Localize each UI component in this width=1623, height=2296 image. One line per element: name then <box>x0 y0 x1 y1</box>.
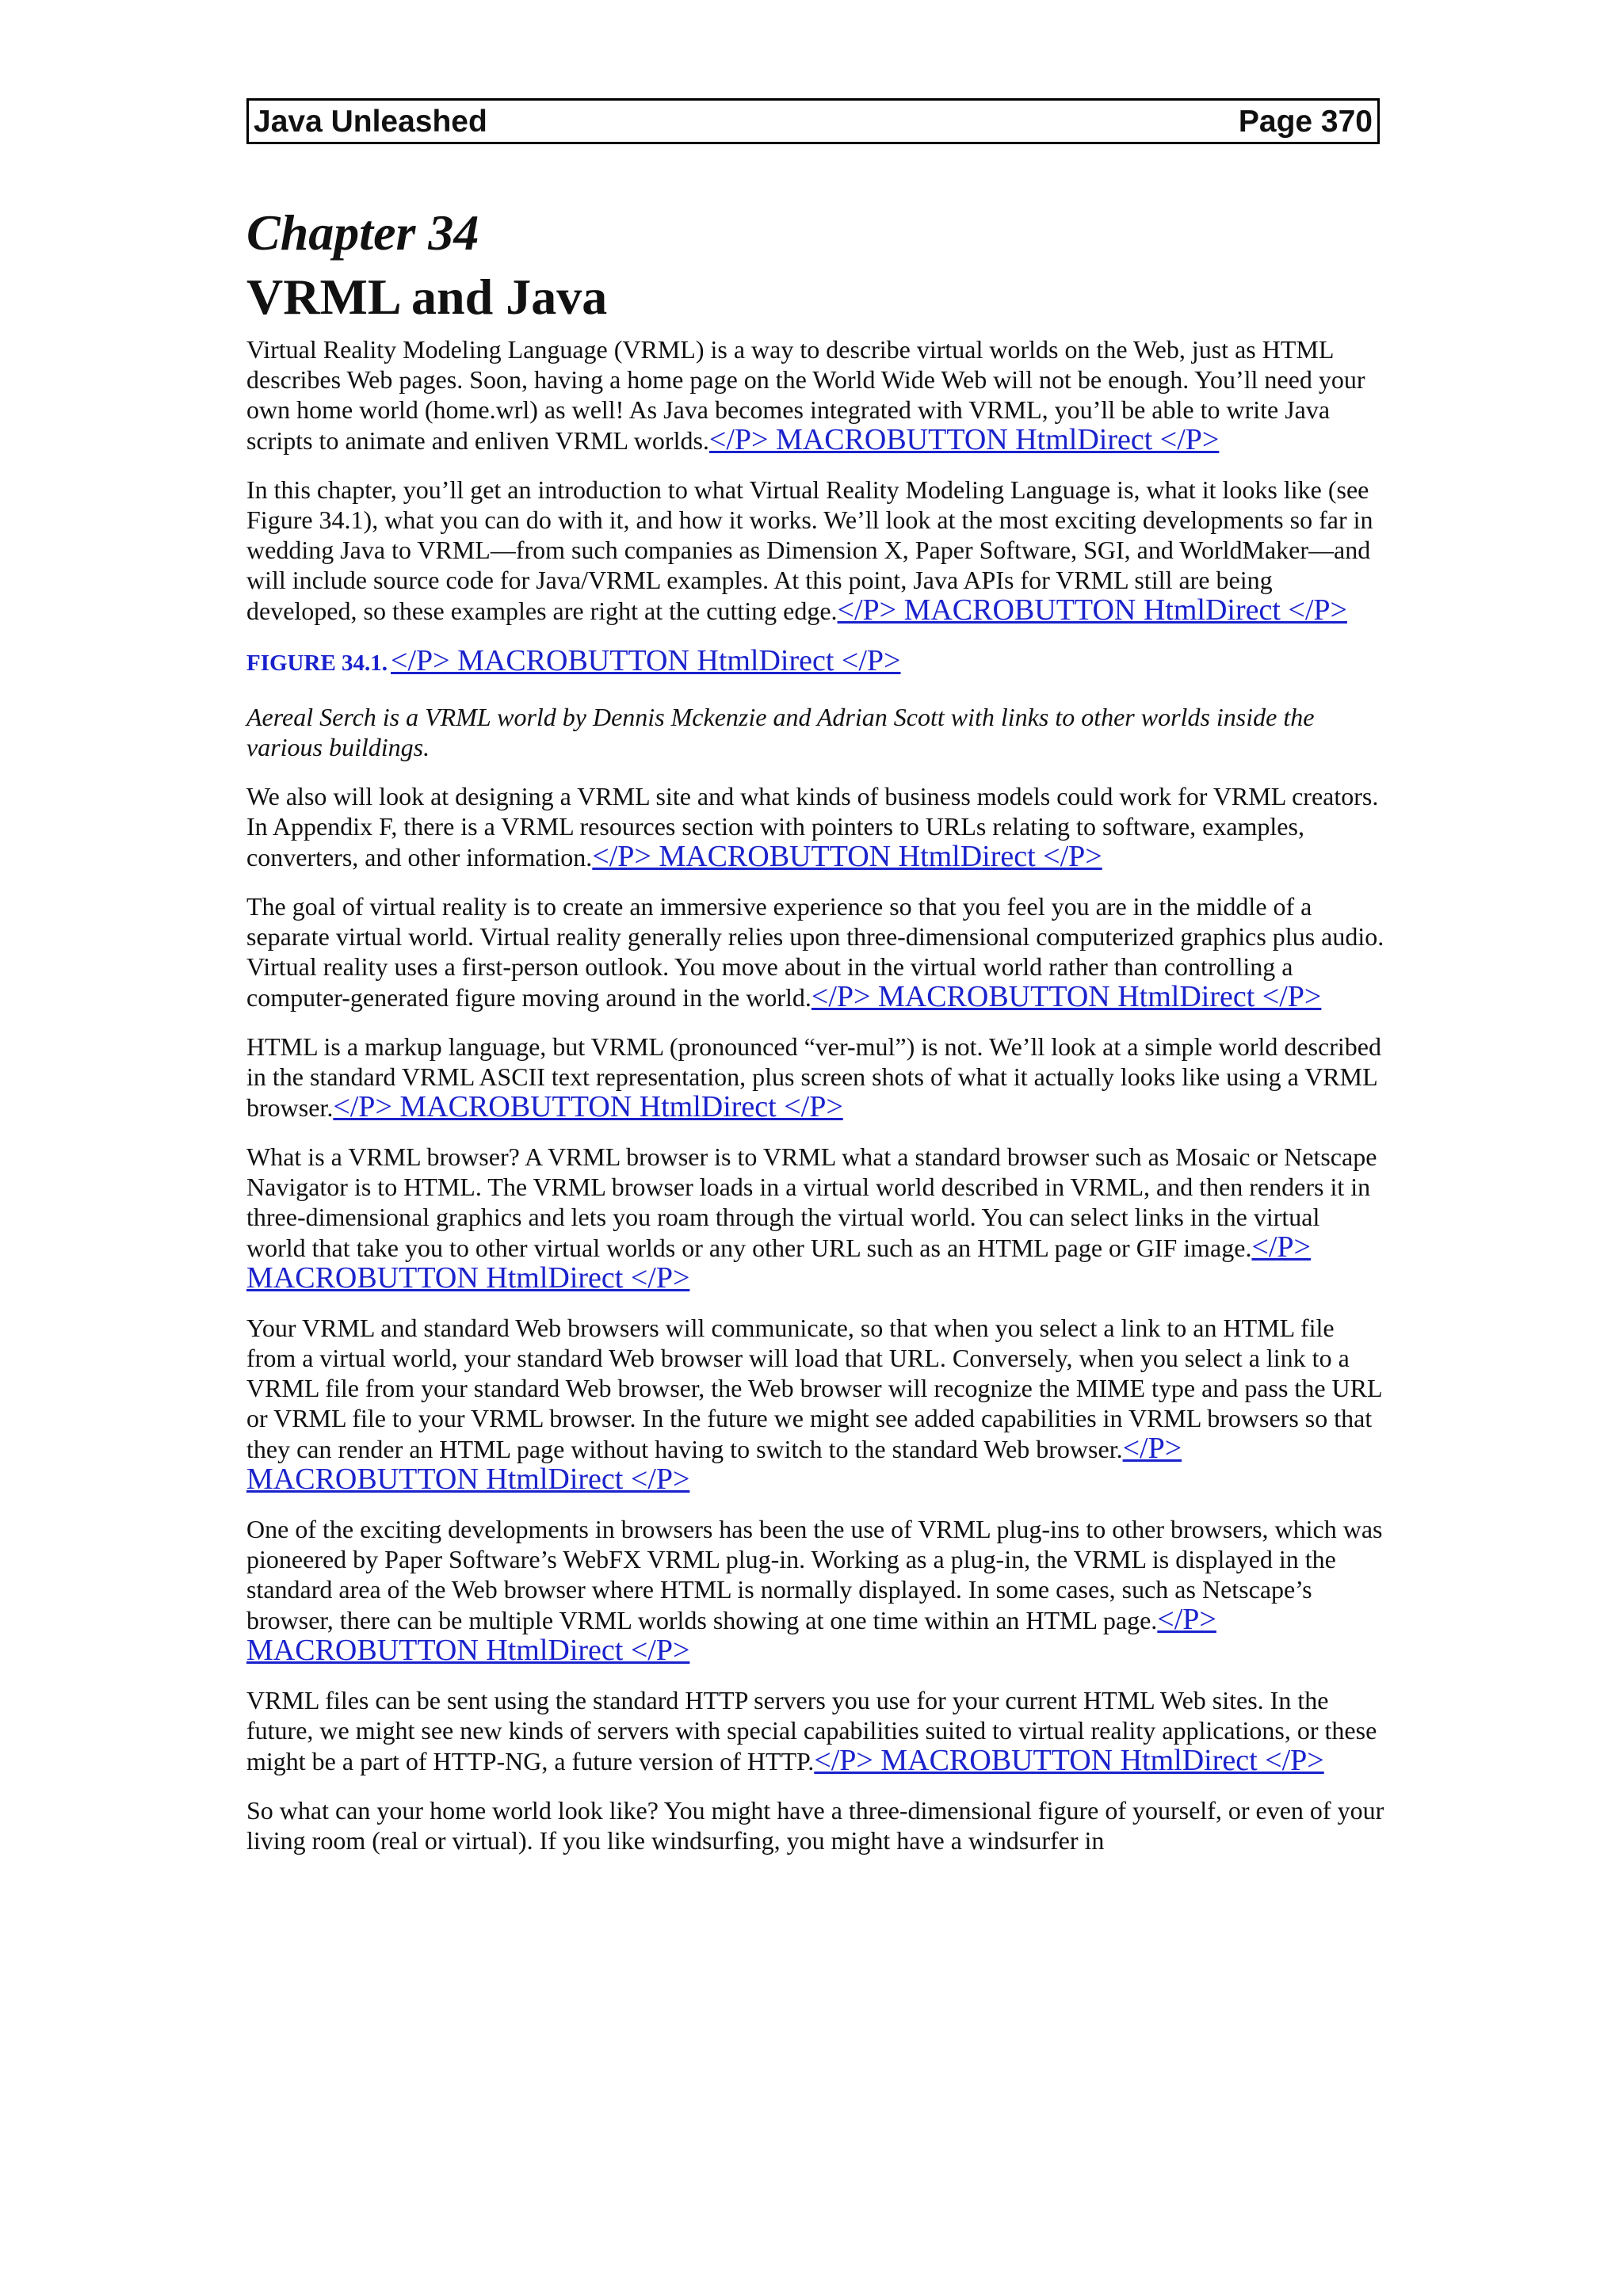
book-title: Java Unleashed <box>254 104 487 139</box>
chapter-label: Chapter 34 <box>246 204 479 261</box>
page-content <box>246 203 1384 1875</box>
macrobutton-link[interactable]: </P> MACROBUTTON HtmlDirect </P> <box>246 1230 1311 1295</box>
paragraph-text: The goal of virtual reality is to create an immersive experience so that you feel you are in the middle of a separate virtual world. Virtual reality generally relies upon three-dimensional computerized graphics plus audio. Virtual reality uses a first-person outlook. You move about in the virtual world rather than controlling a computer-generated figure moving around in the world. <box>246 892 1384 1012</box>
figure-label: FIGURE 34.1. <box>246 650 388 676</box>
macrobutton-link[interactable]: </P> MACROBUTTON HtmlDirect </P> <box>391 644 901 677</box>
page-header <box>246 98 1380 144</box>
paragraph <box>246 1313 1384 1495</box>
paragraph <box>246 334 1384 456</box>
paragraph <box>246 475 1384 626</box>
macrobutton-link[interactable]: </P> MACROBUTTON HtmlDirect </P> <box>837 593 1347 627</box>
paragraph-text: One of the exciting developments in browsers has been the use of VRML plug-ins to other browsers, which was pioneered by Paper Software’s WebFX VRML plug-in. Working as a plug-in, the VRML is displayed in the standard area of the Web browser where HTML is normally displayed. In some cases, such as Netscape’s browser, there can be multiple VRML worlds showing at one time within an HTML page. <box>246 1515 1383 1634</box>
paragraph-text: What is a VRML browser? A VRML browser is to VRML what a standard browser such as Mosaic or Netscape Navigator is to HTML. The VRML browser loads in a virtual world described in VRML, and then renders it in three-dimensional graphics and lets you roam through the virtual world. You can select links in the virtual world that take you to other virtual worlds or any other URL such as an HTML page or GIF image. <box>246 1142 1377 1262</box>
figure-caption: Aereal Serch is a VRML world by Dennis Mckenzie and Adrian Scott with links to other worlds inside the various buildings. <box>246 703 1315 761</box>
paragraph-text: We also will look at designing a VRML site and what kinds of business models could work for VRML creators. In Appendix F, there is a VRML resources section with pointers to URLs relating to software, examples, converters, and other information. <box>246 782 1379 871</box>
paragraph <box>246 1032 1384 1123</box>
paragraph-text: So what can your home world look like? You might have a three-dimensional figure of yourself, or even of your living room (real or virtual). If you like windsurfing, you might have a windsurfer in <box>246 1796 1384 1855</box>
paragraph <box>246 1514 1384 1666</box>
macrobutton-link[interactable]: </P> MACROBUTTON HtmlDirect </P> <box>811 980 1322 1013</box>
paragraph-text: Your VRML and standard Web browsers will communicate, so that when you select a link to an HTML file from a virtual world, your standard Web browser will load that URL. Conversely, when you select a link to a VRML file from your standard Web browser, the Web browser will recognize the MIME type and pass the URL or VRML file to your VRML browser. In the future we might see added capabilities in VRML browsers so that they can render an HTML page without having to switch to the standard Web browser. <box>246 1314 1382 1463</box>
paragraph <box>246 781 1384 872</box>
paragraph <box>246 891 1384 1013</box>
macrobutton-link[interactable]: </P> MACROBUTTON HtmlDirect </P> <box>592 840 1102 873</box>
paragraph <box>246 1142 1384 1294</box>
paragraph-text: In this chapter, you’ll get an introduction to what Virtual Reality Modeling Language is, what it looks like (see Figure 34.1), what you can do with it, and how it works. We’ll look at the most exciting developments so far in wedding Java to VRML—from such companies as Dimension X, Paper Software, SGI, and WorldMaker—and will include source code for Java/VRML examples. At this point, Java APIs for VRML still are being developed, so these examples are right at the cutting edge. <box>246 475 1373 625</box>
paragraph-text: HTML is a markup language, but VRML (pronounced “ver-mul”) is not. We’ll look at a simple world described in the standard VRML ASCII text representation, plus screen shots of what it actually looks like using a VRML browser. <box>246 1032 1381 1122</box>
macrobutton-link[interactable]: </P> MACROBUTTON HtmlDirect </P> <box>333 1090 843 1123</box>
paragraph <box>246 1795 1384 1855</box>
chapter-title: VRML and Java <box>246 269 608 325</box>
figure-label-line <box>246 645 1384 683</box>
macrobutton-link[interactable]: </P> MACROBUTTON HtmlDirect </P> <box>708 423 1220 456</box>
page-number: Page 370 <box>1238 104 1373 139</box>
macrobutton-link[interactable]: </P> MACROBUTTON HtmlDirect </P> <box>246 1432 1182 1496</box>
macrobutton-link[interactable]: </P> MACROBUTTON HtmlDirect </P> <box>814 1744 1324 1777</box>
paragraph-text: Virtual Reality Modeling Language (VRML) is a way to describe virtual worlds on the Web, just as HTML describes Web pages. Soon, having a home page on the World Wide Web will not be enough. You’ll need your own home world (home.wrl) as well! As Java becomes integrated with VRML, you’ll be able to write Java scripts to animate and enliven VRML worlds. <box>246 335 1365 455</box>
paragraph-text: VRML files can be sent using the standard HTTP servers you use for your current HTML Web sites. In the future, we might see new kinds of servers with special capabilities suited to virtual reality applications, or these might be a part of HTTP-NG, a future version of HTTP. <box>246 1686 1377 1775</box>
macrobutton-link[interactable]: </P> MACROBUTTON HtmlDirect </P> <box>246 1603 1216 1667</box>
paragraph <box>246 1685 1384 1776</box>
